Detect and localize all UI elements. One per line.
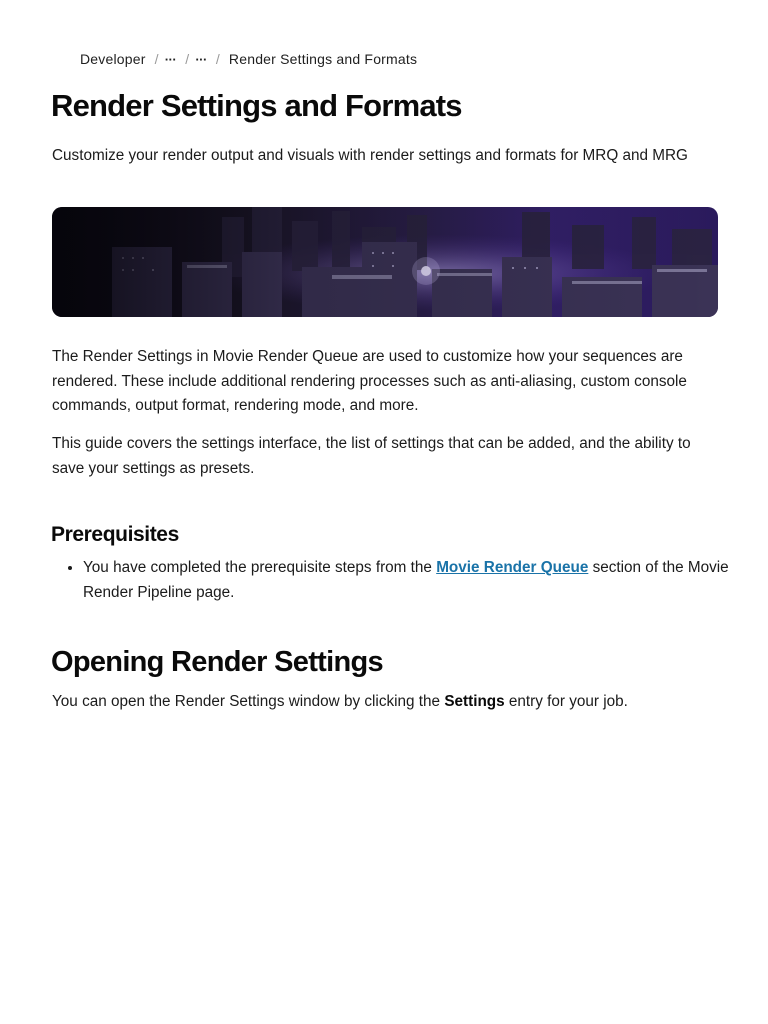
hero-image xyxy=(52,207,718,317)
breadcrumb-separator: / xyxy=(185,51,190,67)
paragraph-render-settings: The Render Settings in Movie Render Queue are used to customize how your sequences are rendered. These include additional rendering processes such as anti-aliasing, custom console commands, output format, rendering mode, and more. xyxy=(52,348,687,414)
prereq-text-after: section of the Movie Render Pipeline page. xyxy=(83,559,729,601)
city-skyline-illustration xyxy=(52,207,718,317)
breadcrumb xyxy=(80,51,417,67)
opening-render-settings-heading: Opening Render Settings xyxy=(51,646,383,678)
page-title: Render Settings and Formats xyxy=(51,88,462,123)
opening-text-before: You can open the Render Settings window by clicking the xyxy=(52,693,445,710)
movie-render-queue-link[interactable]: Movie Render Queue xyxy=(436,559,589,576)
prereq-text-before: You have completed the prerequisite steps from the xyxy=(83,559,437,576)
breadcrumb-ellipsis-1[interactable]: ··· xyxy=(164,51,177,67)
prerequisites-heading: Prerequisites xyxy=(51,523,179,546)
breadcrumb-separator: / xyxy=(215,51,220,67)
list-item xyxy=(83,556,733,605)
page-intro: Customize your render output and visuals with render settings and formats for MRQ and MRG xyxy=(52,147,688,164)
breadcrumb-current: Render Settings and Formats xyxy=(228,51,418,67)
breadcrumb-ellipsis-2[interactable]: ··· xyxy=(195,51,207,67)
opening-text-after: entry for your job. xyxy=(504,693,628,710)
paragraph-opening xyxy=(52,690,718,715)
paragraph-guide: This guide covers the settings interface, the list of settings that can be added, and the ability to save your settings as presets. xyxy=(52,435,691,477)
settings-bold-text: Settings xyxy=(444,693,505,710)
breadcrumb-separator: / xyxy=(154,51,159,67)
prerequisites-list xyxy=(64,556,733,605)
breadcrumb-developer[interactable]: Developer xyxy=(80,51,146,67)
